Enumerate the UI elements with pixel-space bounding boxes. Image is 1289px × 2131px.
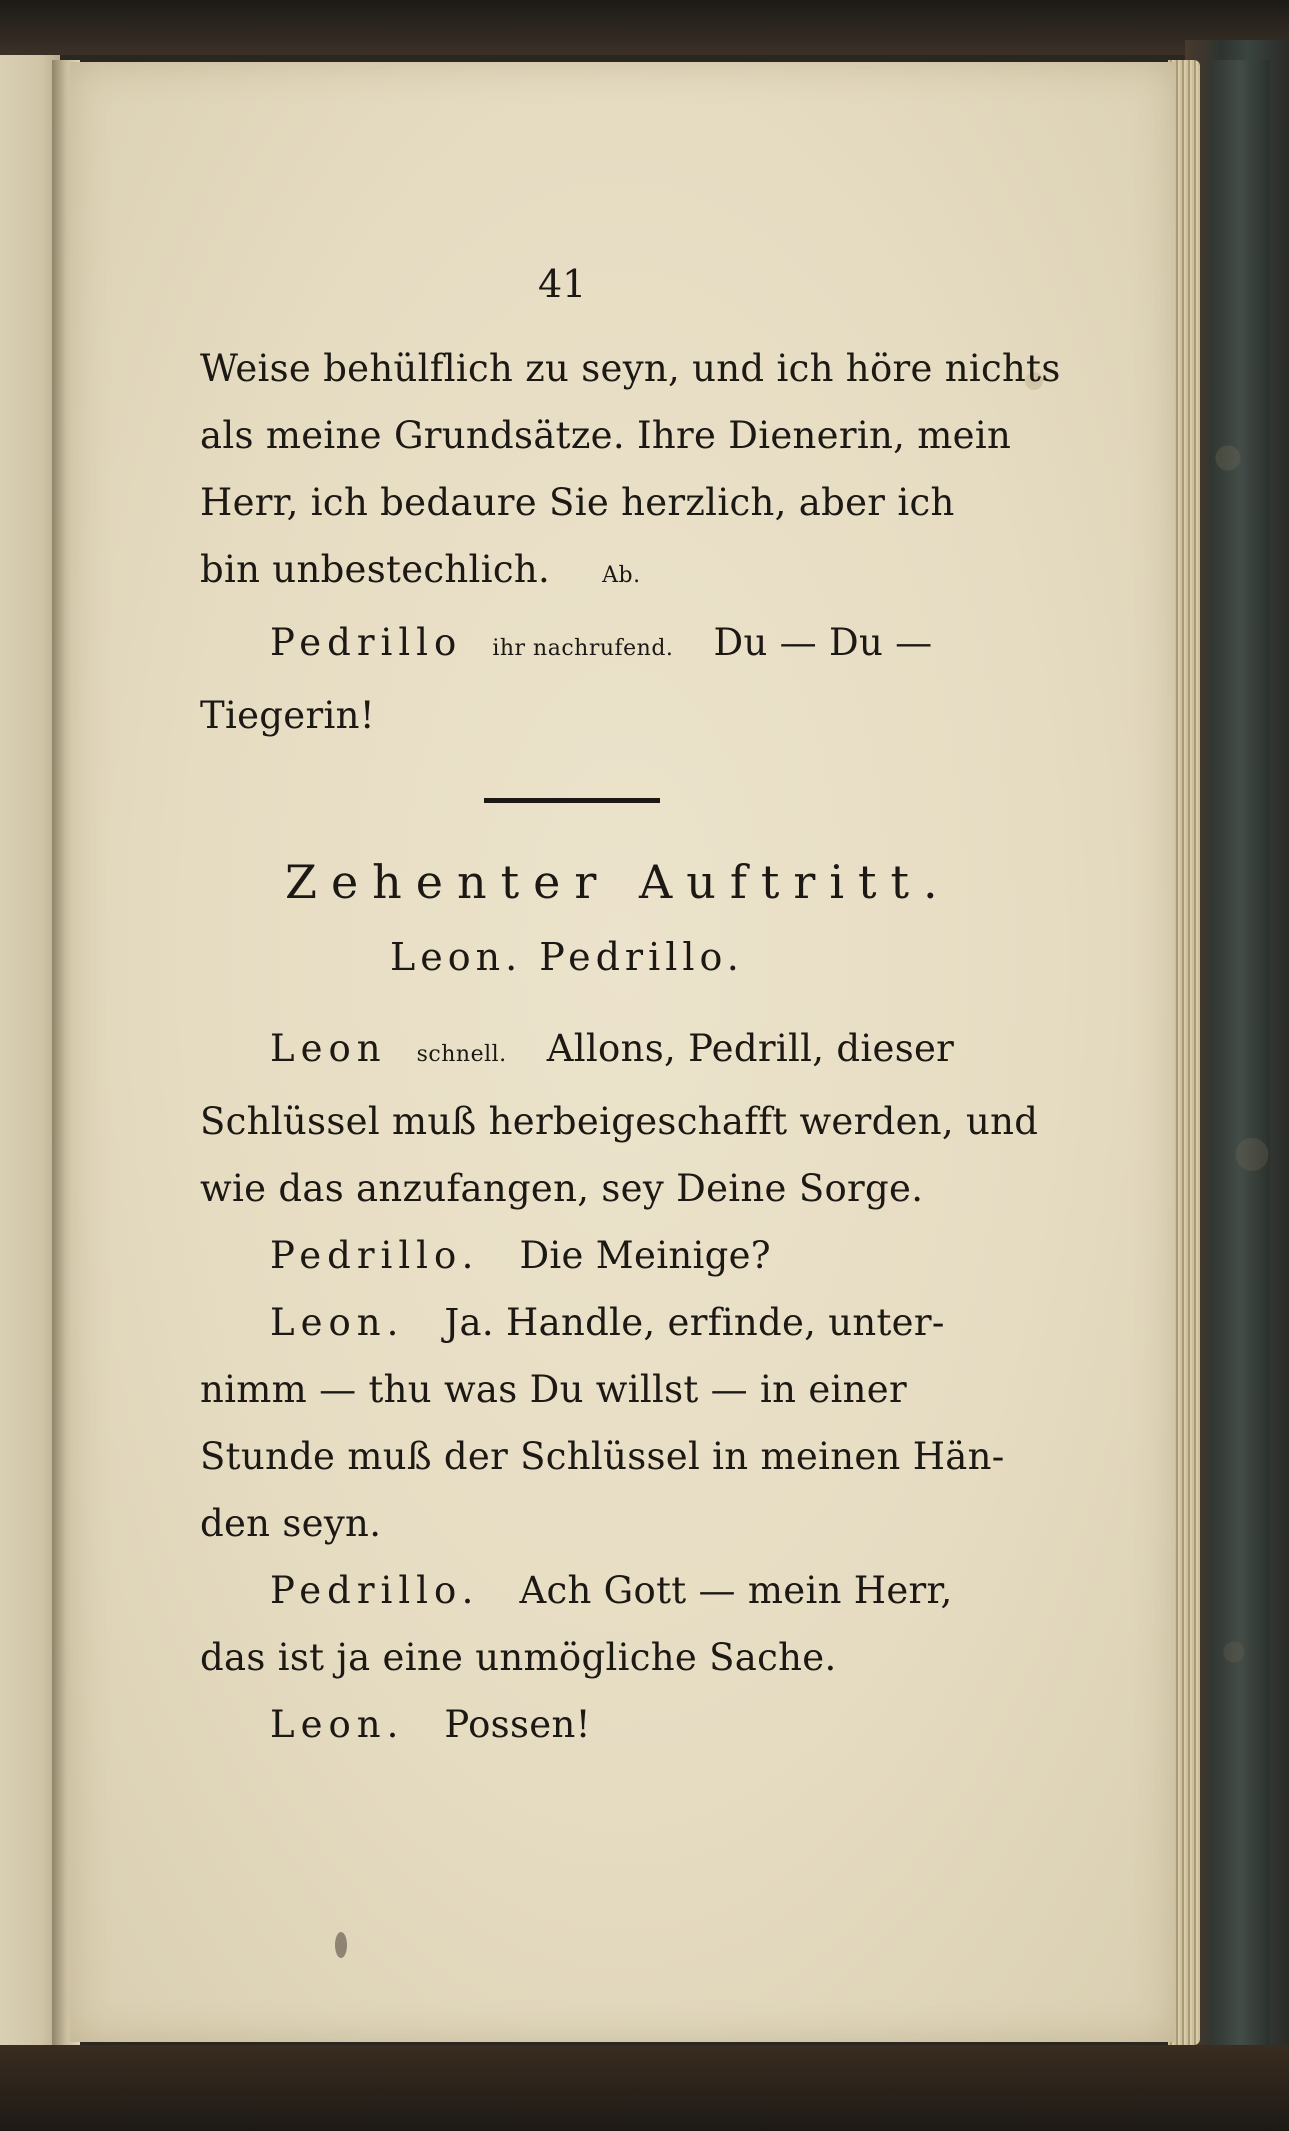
text-line: als meine Grundsätze. Ihre Dienerin, mein (200, 414, 1012, 457)
cover-texture (1210, 60, 1270, 2050)
speaker-name: Leon. (270, 1301, 405, 1344)
text-line: den seyn. (200, 1502, 382, 1545)
speaker-name: Leon. (270, 1703, 405, 1746)
text-block-top (200, 335, 1061, 749)
scene-persons: Leon. Pedrillo. (390, 935, 744, 979)
speech-line: Leon. Possen! (270, 1703, 591, 1746)
stage-direction: ihr nachrufend. (492, 636, 674, 661)
previous-page-edge (0, 55, 60, 2045)
speech-line: Leon schnell. Allons, Pedrill, dieser (270, 1027, 955, 1070)
scene-heading: Zehenter Auftritt. (285, 855, 952, 909)
text-line: Stunde muß der Schlüssel in meinen Hän- (200, 1435, 1005, 1478)
bottom-background (0, 2045, 1289, 2131)
text-block-scene (200, 1015, 1039, 1758)
page-number: 41 (538, 262, 587, 306)
text-line: das ist ja eine unmögliche Sache. (200, 1636, 837, 1679)
text-line: wie das anzufangen, sey Deine Sorge. (200, 1167, 924, 1210)
text-line: Schlüssel muß herbeigeschafft werden, und (200, 1100, 1039, 1143)
speech-line: Pedrillo ihr nachrufend. Du — Du — (270, 621, 933, 664)
speaker-name: Pedrillo. (270, 1569, 480, 1612)
text-line: nimm — thu was Du willst — in einer (200, 1368, 907, 1411)
stage-direction: Ab. (602, 563, 641, 588)
text-line: Herr, ich bedaure Sie herzlich, aber ich (200, 481, 955, 524)
paper-mark (335, 1932, 347, 1958)
speech-line: Pedrillo. Ach Gott — mein Herr, (270, 1569, 953, 1612)
top-background (0, 0, 1289, 55)
section-divider (484, 798, 660, 803)
text-line: bin unbestechlich. Ab. (200, 548, 641, 591)
text-line: Tiegerin! (200, 694, 375, 737)
speaker-name: Pedrillo. (270, 1234, 480, 1277)
speaker-name: Leon (270, 1027, 387, 1070)
speech-line: Pedrillo. Die Meinige? (270, 1234, 771, 1277)
speaker-name: Pedrillo (270, 621, 463, 664)
speech-line: Leon. Ja. Handle, erfinde, unter- (270, 1301, 945, 1344)
stage-direction: schnell. (416, 1042, 507, 1067)
text-line: Weise behülflich zu seyn, und ich höre nichts (200, 347, 1061, 390)
